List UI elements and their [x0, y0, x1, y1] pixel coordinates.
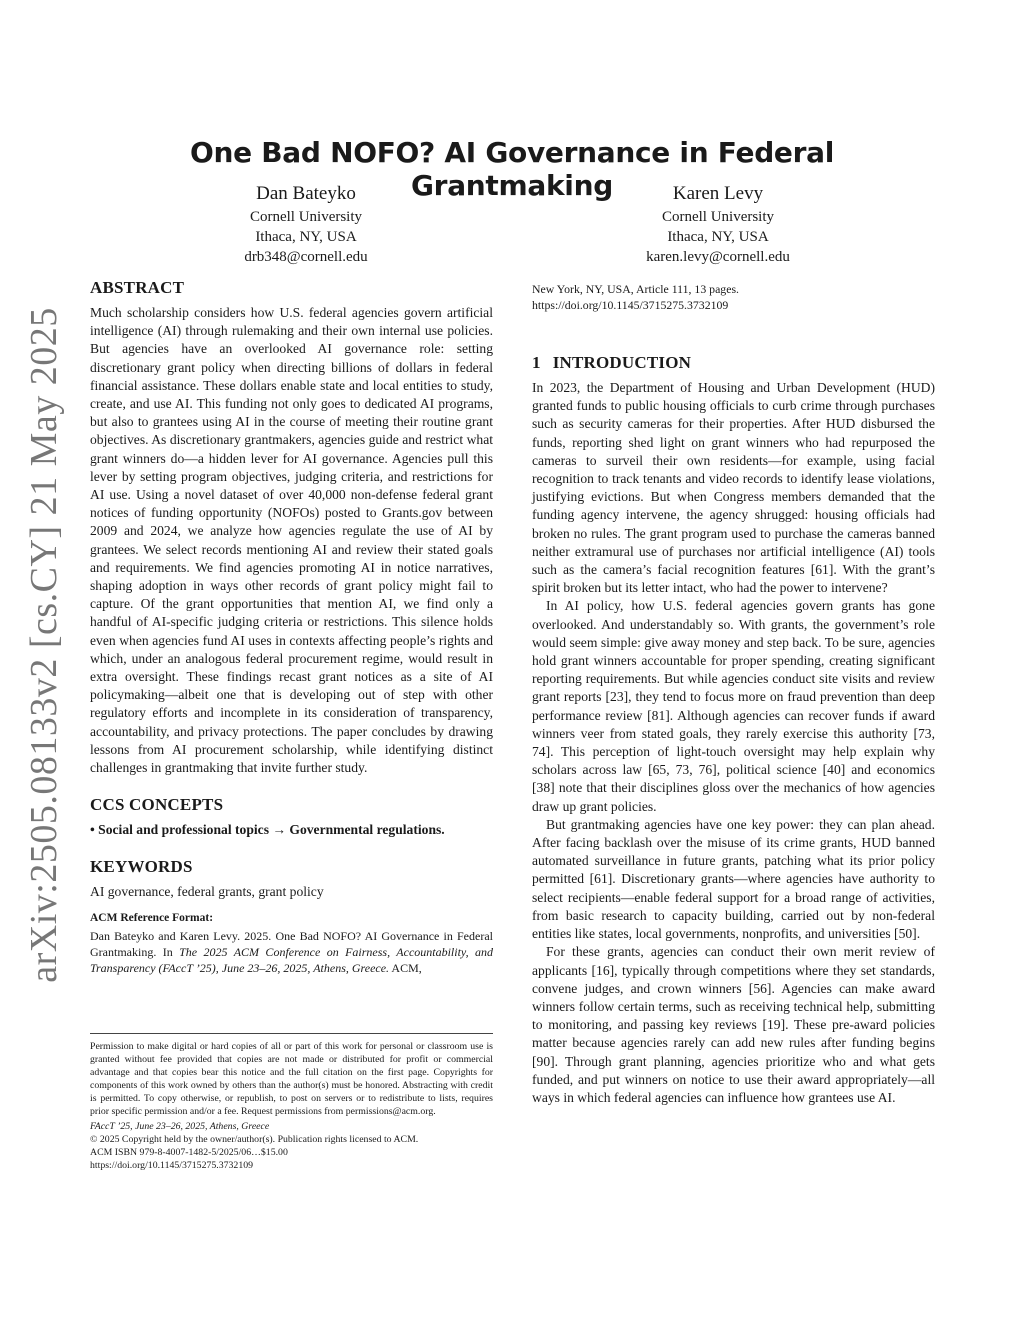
abstract-heading: ABSTRACT: [90, 278, 185, 297]
permission-footnote: [90, 1033, 493, 1172]
paper-title: One Bad NOFO? AI Governance in Federal Grantmaking: [189, 136, 835, 202]
keywords-text: AI governance, federal grants, grant policy: [90, 884, 324, 900]
right-column: [532, 281, 935, 1107]
intro-paragraph-1: In 2023, the Department of Housing and Urban Development (HUD) granted funds to public housing officials to curb crime through purchases such as security cameras for their properties. After HUD disbursed the funds, reporting shed light on grant winners who had repurposed the cameras to surveil their own residents—for example, using facial recognition to track tenants and video records to identify lease violations, justifying evictions. But when Congress members demanded that the funding agency intervene, the agency shrugged: housing officials had broken no rules. The grant program used to purchase the cameras banned neither extramural use of purchases nor artificial intelligence (AI) tools such as the camera’s facial recognition features [61]. With the grant’s spirit broken but its letter intact, who had the power to intervene?: [532, 380, 935, 596]
author-affiliation: Cornell University: [661, 209, 775, 225]
author-name: Karen Levy: [672, 183, 764, 204]
author-location: Ithaca, NY, USA: [255, 229, 357, 245]
author-name: Dan Bateyko: [256, 183, 356, 204]
left-column: [90, 278, 493, 976]
author-email: drb348@cornell.edu: [244, 249, 368, 265]
author-location: Ithaca, NY, USA: [667, 229, 769, 245]
section-number: 1: [532, 353, 541, 372]
copyright-line: © 2025 Copyright held by the owner/author(s). Publication rights licensed to ACM.: [90, 1134, 419, 1145]
arxiv-identifier-stamp: [0, 0, 90, 1325]
intro-paragraph-2: In AI policy, how U.S. federal agencies govern grants has gone overlooked. And understandably so. With grants, the government’s role would seem simple: give away money and step back. To be sure, agencies hold grant winners accountable for proper spending, creating significant reporting requirements. But while agencies conduct site visits and review grant reports [23], they tend to focus more on fraud prevention than deep performance review [81]. Although agencies can recover funds if award winners veer from stated goals, they rarely exercise this authority [73, 74]. This perception of light-touch oversight may help explain why scholars across law [65, 73, 76], political science [40] and economics [38] note that their disciplines gloss over the mechanics of how agencies draw up grant policies.: [532, 598, 935, 814]
isbn-line: ACM ISBN 979-8-4007-1482-5/2025/06…$15.00: [90, 1147, 288, 1158]
acm-reference-tail: ACM,: [389, 961, 422, 976]
acm-reference-lead: Dan Bateyko and Karen Levy. 2025. One Bad NOFO? AI Governance in Federal Grantmaking. In: [90, 929, 493, 960]
keywords-heading: KEYWORDS: [90, 857, 193, 877]
author-affiliation: Cornell University: [249, 209, 363, 225]
doi-line: https://doi.org/10.1145/3715275.3732109: [90, 1160, 254, 1171]
arxiv-identifier: arXiv:2505.08133v2 [cs.CY] 21 May 2025: [23, 307, 65, 983]
introduction-heading: [532, 353, 935, 373]
abstract-text: Much scholarship considers how U.S. federal agencies govern artificial intelligence (AI) through rulemaking and their own internal use policies. But agencies have an overlooked AI governance role: setting discretionary grant policy when directing billions of dollars in federal financial assistance. These dollars enable state and local entities to study, create, and use AI. This funding not only goes to dedicated AI programs, but also to grantees using AI in the course of meeting their routine grant objectives. As discretionary grantmakers, agencies guide and restrict what grant winners do—a hidden lever for AI governance. Agencies pull this lever by setting program objectives, judging criteria, and restrictions for AI use. Using a novel dataset of over 40,000 non-defense federal grant notices of funding opportunity (NOFOs) posted to Grants.gov between 2009 and 2024, we analyze how agencies regulate the use of AI by grantees. We select records mentioning AI and review their stated goals and requirements. We find agencies promoting AI in notice narratives, shaping adoption in ways other records of grant policy might fail to capture. Of the grant opportunities that mention AI, we find only a handful of AI-specific judging criteria or restrictions. This silence holds even when agencies fund AI uses in contexts affecting people’s rights and which, under an analogous federal procurement regime, would result in extra oversight. These findings recast grant notices as a site of AI policymaking—albeit one that is developing out of step with other regulatory efforts and incomplete in its consideration of transparency, accountability, and privacy protections. The paper concludes by drawing lessons from AI procurement scholarship, while identifying distinct challenges in grantmaking that invite further study.: [90, 305, 493, 776]
author-block-1: [156, 182, 456, 267]
ccs-heading: CCS CONCEPTS: [90, 795, 224, 815]
author-block-2: [568, 182, 868, 267]
intro-paragraph-3: But grantmaking agencies have one key power: they can plan ahead. After facing backlash over the misuse of its crime grants, HUD banned automated surveillance in future grants, patching what its prior policy permitted [61]. Discretionary grants—where agencies have authority to select recipients—enable federal support for a broad range of activities, from basic research to capacity building, carried out by non-federal entities like states, local governments, nonprofits, and universities [50].: [532, 816, 935, 942]
intro-paragraph-4: For these grants, agencies can conduct their own merit review of applicants [16], typically through competitions where they set standards, convene judges, and crown winners [56]. Agencies can make award winners follow certain terms, such as receiving technical help, submitting to monitoring, and passing key reviews [19]. These pre-award policies matter because agencies rarely can add new rules after funding begins [90]. Through grant planning, agencies prioritize who and what gets funded, and put winners on notice to use their award appropriately—all ways in which federal agencies can influence how grantees use AI.: [532, 944, 935, 1105]
acm-reference-continued: New York, NY, USA, Article 111, 13 pages. https://doi.org/10.1145/3715275.3732109: [532, 282, 739, 312]
acm-reference-heading: ACM Reference Format:: [90, 912, 214, 925]
permission-text: Permission to make digital or hard copies of all or part of this work for personal or classroom use is granted without fee provided that copies are not made or distributed for profit or commercial advantage and that copies bear this notice and the full citation on the first page. Copyrights for components of this work owned by others than the author(s) must be honored. Abstracting with credit is permitted. To copy otherwise, or republish, to post on servers or to redistribute to lists, requires prior specific permission and/or a fee. Request permissions from permissions@acm.org.: [90, 1041, 493, 1117]
acm-reference-proceedings: The 2025 ACM Conference on Fairness, Accountability, and Transparency (FAccT ’25), June 23–26, 2025, Athens, Greece.: [90, 945, 494, 976]
conference-line: FAccT ’25, June 23–26, 2025, Athens, Greece: [90, 1121, 270, 1132]
author-email: karen.levy@cornell.edu: [646, 249, 790, 265]
acm-reference-text: [90, 928, 493, 976]
section-title: INTRODUCTION: [552, 353, 692, 372]
ccs-concept: • Social and professional topics → Governmental regulations.: [90, 822, 445, 838]
